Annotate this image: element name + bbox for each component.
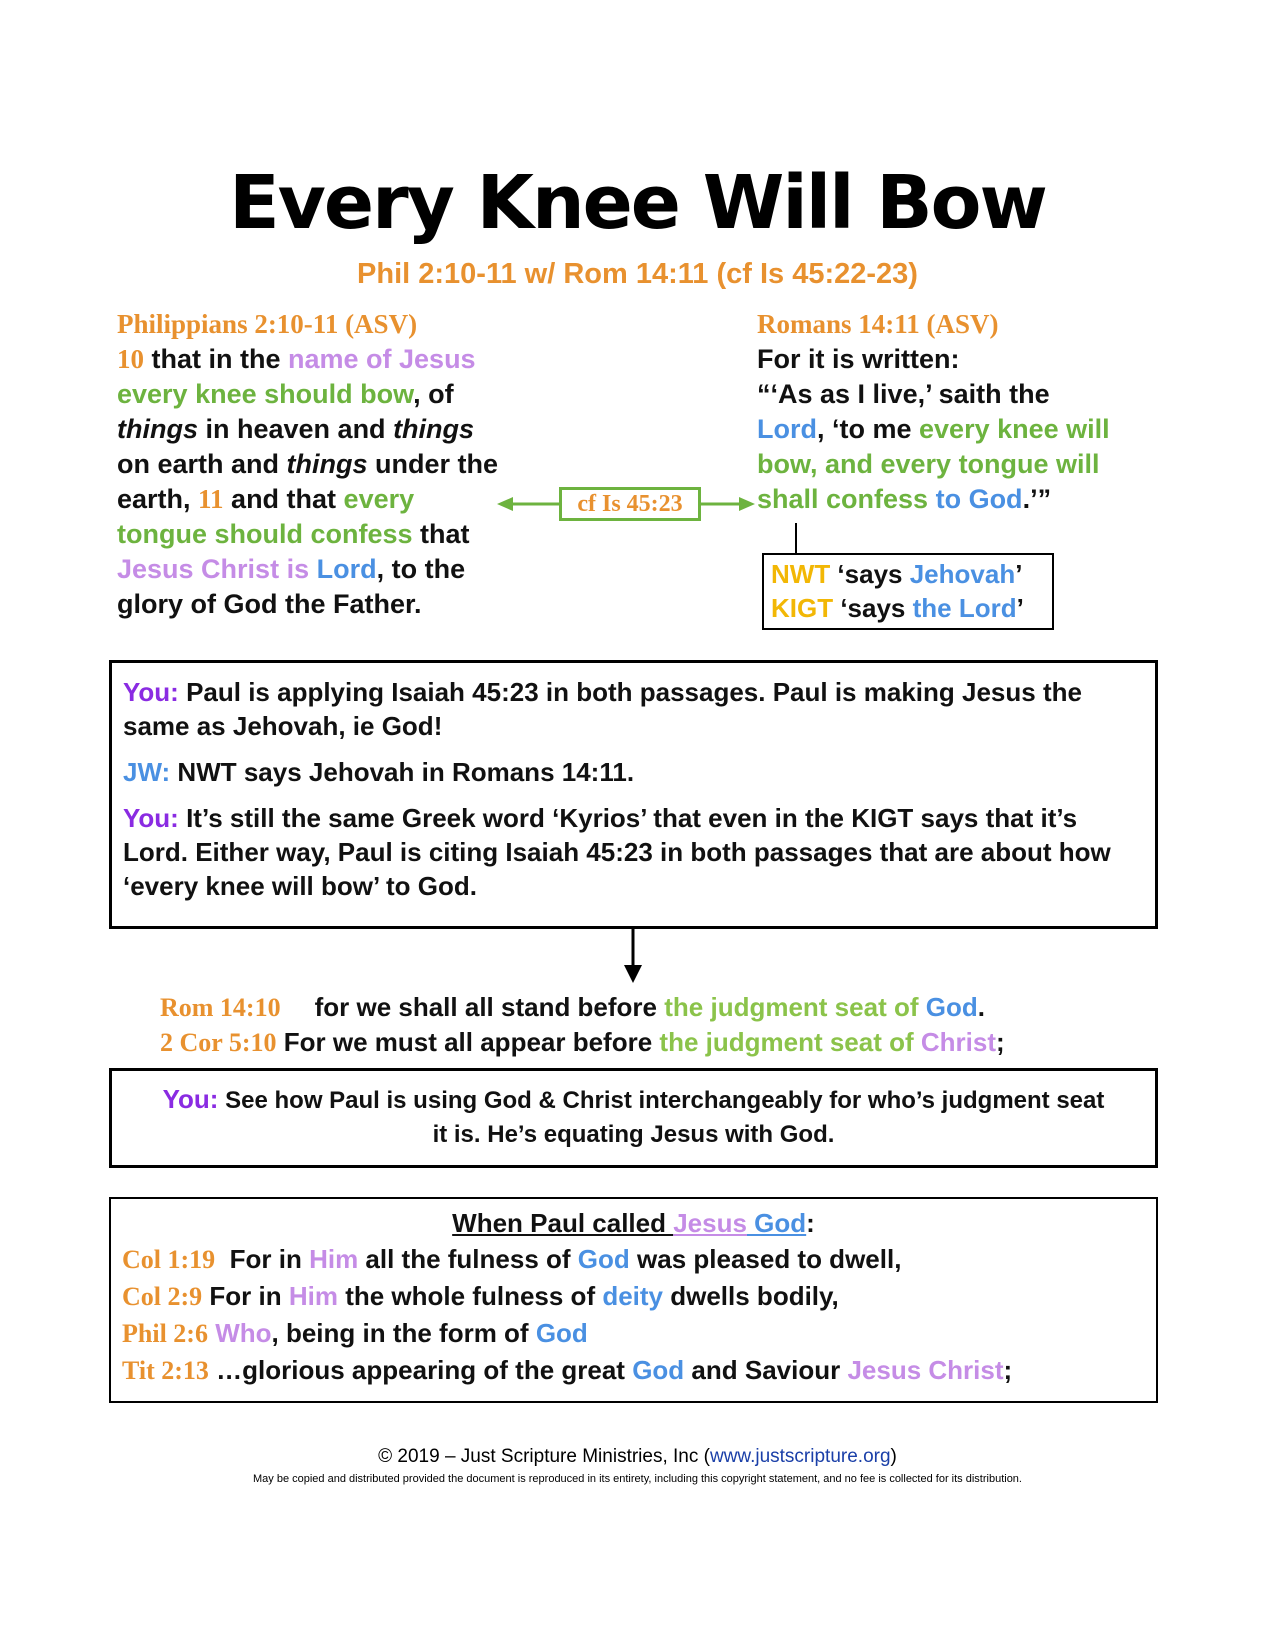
every-knee: every knee should bow (117, 379, 414, 409)
text: the whole fulness of (337, 1281, 603, 1311)
verse-number: 10 (117, 344, 144, 374)
connector-line (795, 523, 797, 553)
you-statement-2 (123, 801, 1141, 903)
every-knee-will: every knee will (919, 414, 1110, 444)
verse-row (122, 1278, 1156, 1315)
text: It’s still the same Greek word ‘Kyrios’ that even in the KIGT says that it’s Lord. Either way, Paul is citing Isaiah 45:23 in both passages that are about how ‘every knee will bow’ to God. (123, 803, 1111, 901)
text: for we shall all stand before (314, 992, 665, 1022)
text: : (806, 1208, 815, 1238)
paul-called-jesus-god-box (109, 1197, 1158, 1403)
jw-statement (123, 755, 1141, 789)
jehovah: Jehovah (909, 559, 1016, 589)
text: on earth and (117, 449, 287, 479)
him: Who (215, 1318, 272, 1348)
translation-comparison-box (762, 553, 1054, 630)
jesus: Jesus (673, 1208, 747, 1238)
text: that (412, 519, 470, 549)
phil-line-4 (117, 447, 517, 482)
speaker-label: JW: (123, 757, 171, 787)
verse-row (122, 1352, 1156, 1389)
text: ‘says (830, 559, 910, 589)
verse-row (122, 1241, 1156, 1278)
phil-line-6 (117, 517, 517, 552)
speaker-label: You: (123, 803, 179, 833)
verse-ref: Col 2:9 (122, 1282, 203, 1311)
text: and that (223, 484, 344, 514)
verse-ref: Tit 2:13 (122, 1356, 209, 1385)
rom-line-4 (757, 447, 1157, 482)
romans-passage (757, 307, 1157, 517)
judgment-line-1 (160, 990, 1160, 1025)
text: See how Paul is using God & Christ interchangeably for who’s judgment seat it is. He’s equating Jesus with God. (218, 1087, 1105, 1148)
text: earth, (117, 484, 199, 514)
dialog-box (109, 660, 1158, 929)
copy-notice: May be copied and distributed provided the document is reproduced in its entirety, including this copyright statement, and no fee is collected for its distribution. (252, 1473, 1022, 1485)
verse-row (122, 1315, 1156, 1352)
text: dwells bodily, (663, 1281, 839, 1311)
god: God (632, 1355, 685, 1385)
kigt-label: KIGT (771, 593, 834, 623)
verse-ref: Col 1:19 (122, 1245, 216, 1274)
text: under the (367, 449, 499, 479)
judgment-line-2 (160, 1025, 1160, 1060)
lord: Lord (757, 414, 817, 444)
name-of-jesus: name of Jesus (288, 344, 476, 374)
heading-text: When Paul called (452, 1208, 674, 1238)
shall-confess: shall confess (757, 484, 936, 514)
verse-ref: Rom 14:10 (160, 993, 281, 1022)
text: ’ (1015, 559, 1023, 589)
text: Paul is applying Isaiah 45:23 in both passages. Paul is making Jesus the same as Jehovah, ie God! (123, 677, 1082, 741)
phil-line-3 (117, 412, 517, 447)
italic-things: things (393, 414, 475, 444)
the-lord: the Lord (912, 593, 1017, 623)
text: all the fulness of (358, 1244, 578, 1274)
tongue-confess: tongue should confess (117, 519, 413, 549)
italic-things: things (286, 449, 368, 479)
philippians-heading: Philippians 2:10-11 (ASV) (117, 309, 418, 339)
god: God (925, 992, 978, 1022)
text: ‘says (833, 593, 913, 623)
him: Him (309, 1244, 359, 1274)
kigt-line (771, 591, 1052, 625)
phil-line-1 (117, 342, 517, 377)
down-arrow-icon (621, 929, 645, 984)
cf-isaiah-box: cf Is 45:23 (559, 487, 701, 521)
verse-ref: 2 Cor 5:10 (160, 1028, 277, 1057)
verse-ref: Phil 2:6 (122, 1319, 208, 1348)
text: , to the (376, 554, 466, 584)
rom-line-2: “‘As as I live,’ saith the (757, 379, 1050, 409)
equate-box (109, 1068, 1158, 1168)
text: .’” (1022, 484, 1052, 514)
philippians-passage (117, 307, 517, 622)
verse-number: 11 (198, 484, 224, 514)
rom-line-1: For it is written: (757, 344, 960, 374)
italic-things: things (117, 414, 198, 444)
god: God (746, 1208, 807, 1238)
text: ) (890, 1446, 897, 1467)
text: that in the (144, 344, 288, 374)
jesus-christ-is: Jesus Christ is (117, 554, 317, 584)
romans-heading: Romans 14:11 (ASV) (757, 309, 999, 339)
text: …glorious appearing of the great (208, 1355, 633, 1385)
section-heading (111, 1205, 1156, 1241)
text: NWT says Jehovah in Romans 14:11. (170, 757, 635, 787)
bow-tongue: bow, and every tongue will (757, 449, 1100, 479)
text: For we must all appear before (276, 1027, 660, 1057)
website-link[interactable]: www.justscripture.org (709, 1446, 891, 1467)
text: For in (215, 1244, 310, 1274)
page-title: Every Knee Will Bow (229, 160, 1046, 246)
speaker-label: You: (162, 1084, 219, 1114)
phil-line-2 (117, 377, 517, 412)
text: . (977, 992, 985, 1022)
every: every (343, 484, 415, 514)
nwt-line (771, 557, 1052, 591)
you-statement-1 (123, 675, 1141, 743)
text: For in (202, 1281, 289, 1311)
text: was pleased to dwell, (629, 1244, 902, 1274)
copyright-text: © 2019 – Just Scripture Ministries, Inc ( (378, 1446, 710, 1467)
phil-line-8 (117, 587, 517, 622)
rom-line-3 (757, 412, 1157, 447)
text: glory of God the Father. (117, 589, 422, 619)
lord: Lord (316, 554, 377, 584)
text: ; (1003, 1355, 1013, 1385)
christ: Christ (920, 1027, 996, 1057)
nwt-label: NWT (771, 559, 831, 589)
text: ; (996, 1027, 1005, 1057)
key-word: deity (602, 1281, 664, 1311)
text: , ‘to me (817, 414, 920, 444)
text: ’ (1016, 593, 1024, 623)
key-word: God (577, 1244, 630, 1274)
equate-text (152, 1082, 1115, 1152)
jesus-christ: Jesus Christ (847, 1355, 1004, 1385)
speaker-label: You: (123, 677, 179, 707)
phil-line-7 (117, 552, 517, 587)
rom-line-5 (757, 482, 1157, 517)
judgment-seat: the judgment seat of (659, 1027, 921, 1057)
him: Him (288, 1281, 338, 1311)
text: , being in the form of (271, 1318, 536, 1348)
text: , of (413, 379, 454, 409)
key-word: God (535, 1318, 588, 1348)
text: and Saviour (684, 1355, 848, 1385)
copyright-line (0, 1446, 1275, 1468)
phil-line-5 (117, 482, 517, 517)
page-subtitle: Phil 2:10-11 w/ Rom 14:11 (cf Is 45:22-23) (357, 258, 918, 290)
judgment-seat: the judgment seat of (664, 992, 926, 1022)
text: in heaven and (198, 414, 394, 444)
to-god: to God (935, 484, 1023, 514)
